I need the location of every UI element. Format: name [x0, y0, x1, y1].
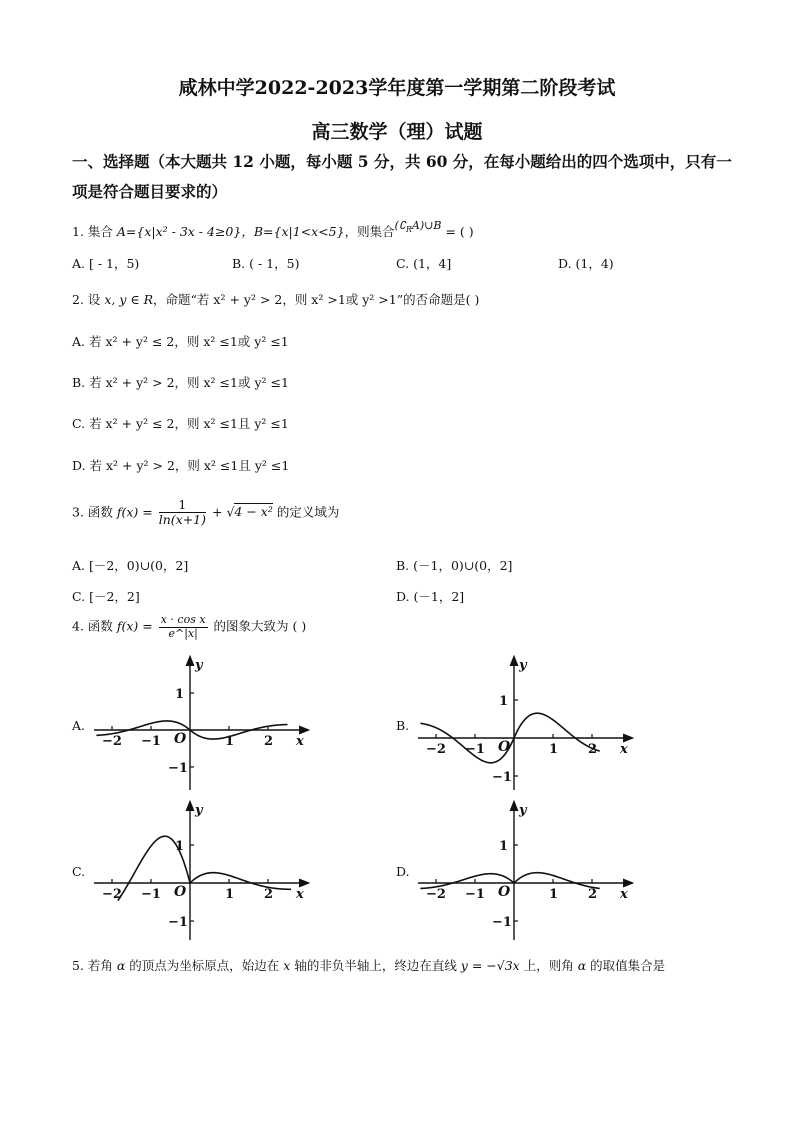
q3-radicand: 4 − x²	[234, 504, 273, 520]
q4-figure-a	[86, 652, 316, 797]
x-tick-label: −1	[465, 887, 485, 902]
q1-suffix: = ( )	[441, 224, 474, 239]
q4-figure-d-label: D.	[396, 864, 410, 879]
q3-option-a: A. [－2，0)∪(0，2]	[72, 558, 189, 573]
q4-prefix: 4. 函数	[72, 618, 117, 634]
y-tick-label: 1	[175, 687, 185, 702]
section-heading-line1: 一、选择题（本大题共 12 小题，每小题 5 分，共 60 分，在每小题给出的四个选项中，只有一	[72, 152, 732, 171]
y-axis-label: y	[195, 803, 203, 818]
q3-prefix: 3. 函数	[72, 504, 117, 520]
q5-text-e: 的取值集合是	[586, 958, 666, 973]
q5-text-b: 的顶点为坐标原点，始边在	[125, 958, 284, 973]
origin-label: O	[498, 739, 511, 755]
q5-text-a: 5. 若角	[72, 958, 117, 973]
q3-fraction	[159, 498, 206, 528]
q4-figure-d	[410, 797, 640, 947]
q4-figure-b	[410, 652, 640, 797]
x-axis-label: x	[296, 887, 304, 902]
q3-fname: f(x)	[116, 504, 139, 520]
q1-prefix: 1. 集合	[72, 224, 117, 239]
y-axis-label: y	[519, 658, 527, 673]
origin-label: O	[174, 731, 187, 747]
q4-suffix: 的图象大致为 ( )	[209, 618, 307, 634]
q3-denominator: ln(x+1)	[158, 512, 207, 528]
x-axis-label: x	[620, 742, 628, 757]
q1-option-c: C. (1，4]	[396, 256, 452, 271]
question-2-stem	[72, 294, 479, 307]
q1-complement: (∁	[394, 219, 406, 232]
q4-figure-b-label: B.	[396, 718, 410, 733]
q4-fraction	[159, 614, 208, 640]
q5-xvar: x	[283, 958, 291, 973]
q1-complement-sub: R	[405, 225, 412, 235]
x-tick-label: −2	[102, 734, 122, 749]
q1-set-b: B={x|1<x<5}	[253, 224, 345, 239]
q3-sqrt-symbol: √	[226, 504, 235, 520]
q3-eq: =	[138, 504, 157, 520]
y-tick-label: −1	[492, 770, 512, 785]
q2-option-a: A. 若 x² + y² ≤ 2，则 x² ≤1或 y² ≤1	[72, 334, 289, 349]
x-tick-label: 2	[264, 887, 274, 902]
q1-option-a: A. [ - 1，5)	[72, 256, 140, 271]
q2-stem-a: 2. 设	[72, 292, 105, 307]
question-5-stem	[72, 960, 665, 973]
q1-option-b: B. ( - 1，5)	[232, 256, 300, 271]
x-tick-label: −1	[465, 742, 485, 757]
y-tick-label: 1	[499, 694, 509, 709]
q3-option-d: D. (－1，2]	[396, 589, 465, 604]
q3-suffix: 的定义域为	[272, 504, 340, 520]
x-tick-label: 2	[588, 742, 598, 757]
section-heading-line2: 项是符合题目要求的）	[72, 182, 228, 201]
q4-fname: f(x)	[116, 618, 139, 634]
q4-figure-a-label: A.	[72, 718, 86, 733]
x-axis-label: x	[620, 887, 628, 902]
q5-alpha2: α	[577, 958, 587, 973]
x-tick-label: −1	[141, 887, 161, 902]
x-tick-label: −2	[426, 887, 446, 902]
y-tick-label: 1	[175, 839, 185, 854]
y-tick-label: −1	[492, 915, 512, 930]
x-tick-label: 2	[264, 734, 274, 749]
x-tick-label: −2	[102, 887, 122, 902]
x-tick-label: 1	[225, 734, 235, 749]
q5-line: y = −√3x	[460, 958, 520, 973]
q2-option-b: B. 若 x² + y² > 2，则 x² ≤1或 y² ≤1	[72, 375, 289, 390]
q4-numerator: x · cos x	[160, 613, 206, 626]
q1-set-a: A={x|x² - 3x - 4≥0}，	[116, 224, 254, 239]
y-tick-label: −1	[168, 761, 188, 776]
q1-mid: ，则集合	[344, 224, 395, 239]
q4-figure-c-label: C.	[72, 864, 86, 879]
q2-stem-b: ，命题“若 x² + y² > 2，则 x² >1或 y² >1”的否命题是( )	[153, 292, 480, 307]
x-tick-label: 2	[588, 887, 598, 902]
x-tick-label: 1	[225, 887, 235, 902]
x-tick-label: −2	[426, 742, 446, 757]
x-tick-label: −1	[141, 734, 161, 749]
q5-text-c: 轴的非负半轴上，终边在直线	[290, 958, 461, 973]
x-axis-label: x	[296, 734, 304, 749]
q4-figure-c	[86, 797, 316, 947]
q2-option-d: D. 若 x² + y² > 2，则 x² ≤1且 y² ≤1	[72, 458, 290, 473]
question-3-stem	[72, 498, 339, 528]
q3-plus: +	[208, 504, 227, 520]
exam-title: 咸林中学2022-2023学年度第一学期第二阶段考试	[178, 77, 616, 99]
q1-option-d: D. (1，4)	[558, 256, 614, 271]
q2-option-c: C. 若 x² + y² ≤ 2，则 x² ≤1且 y² ≤1	[72, 416, 289, 431]
x-tick-label: 1	[549, 887, 559, 902]
q1-complement-expr	[394, 219, 442, 235]
y-axis-label: y	[519, 803, 527, 818]
exam-subtitle: 高三数学（理）试题	[311, 121, 483, 143]
q5-alpha: α	[116, 958, 126, 973]
q4-denominator: e^|x|	[168, 626, 198, 640]
y-tick-label: 1	[499, 839, 509, 854]
q1-expr: A)∪B	[411, 219, 442, 232]
q3-option-b: B. (－1，0)∪(0，2]	[396, 558, 513, 573]
q4-eq: =	[138, 618, 157, 634]
origin-label: O	[174, 884, 187, 900]
q5-text-d: 上，则角	[519, 958, 578, 973]
y-tick-label: −1	[168, 915, 188, 930]
origin-label: O	[498, 884, 511, 900]
q3-option-c: C. [－2，2]	[72, 589, 140, 604]
x-tick-label: 1	[549, 742, 559, 757]
q3-numerator: 1	[159, 498, 206, 513]
y-axis-label: y	[195, 658, 203, 673]
q2-vars: x, y ∈ R	[104, 292, 154, 307]
question-4-stem	[72, 614, 306, 640]
